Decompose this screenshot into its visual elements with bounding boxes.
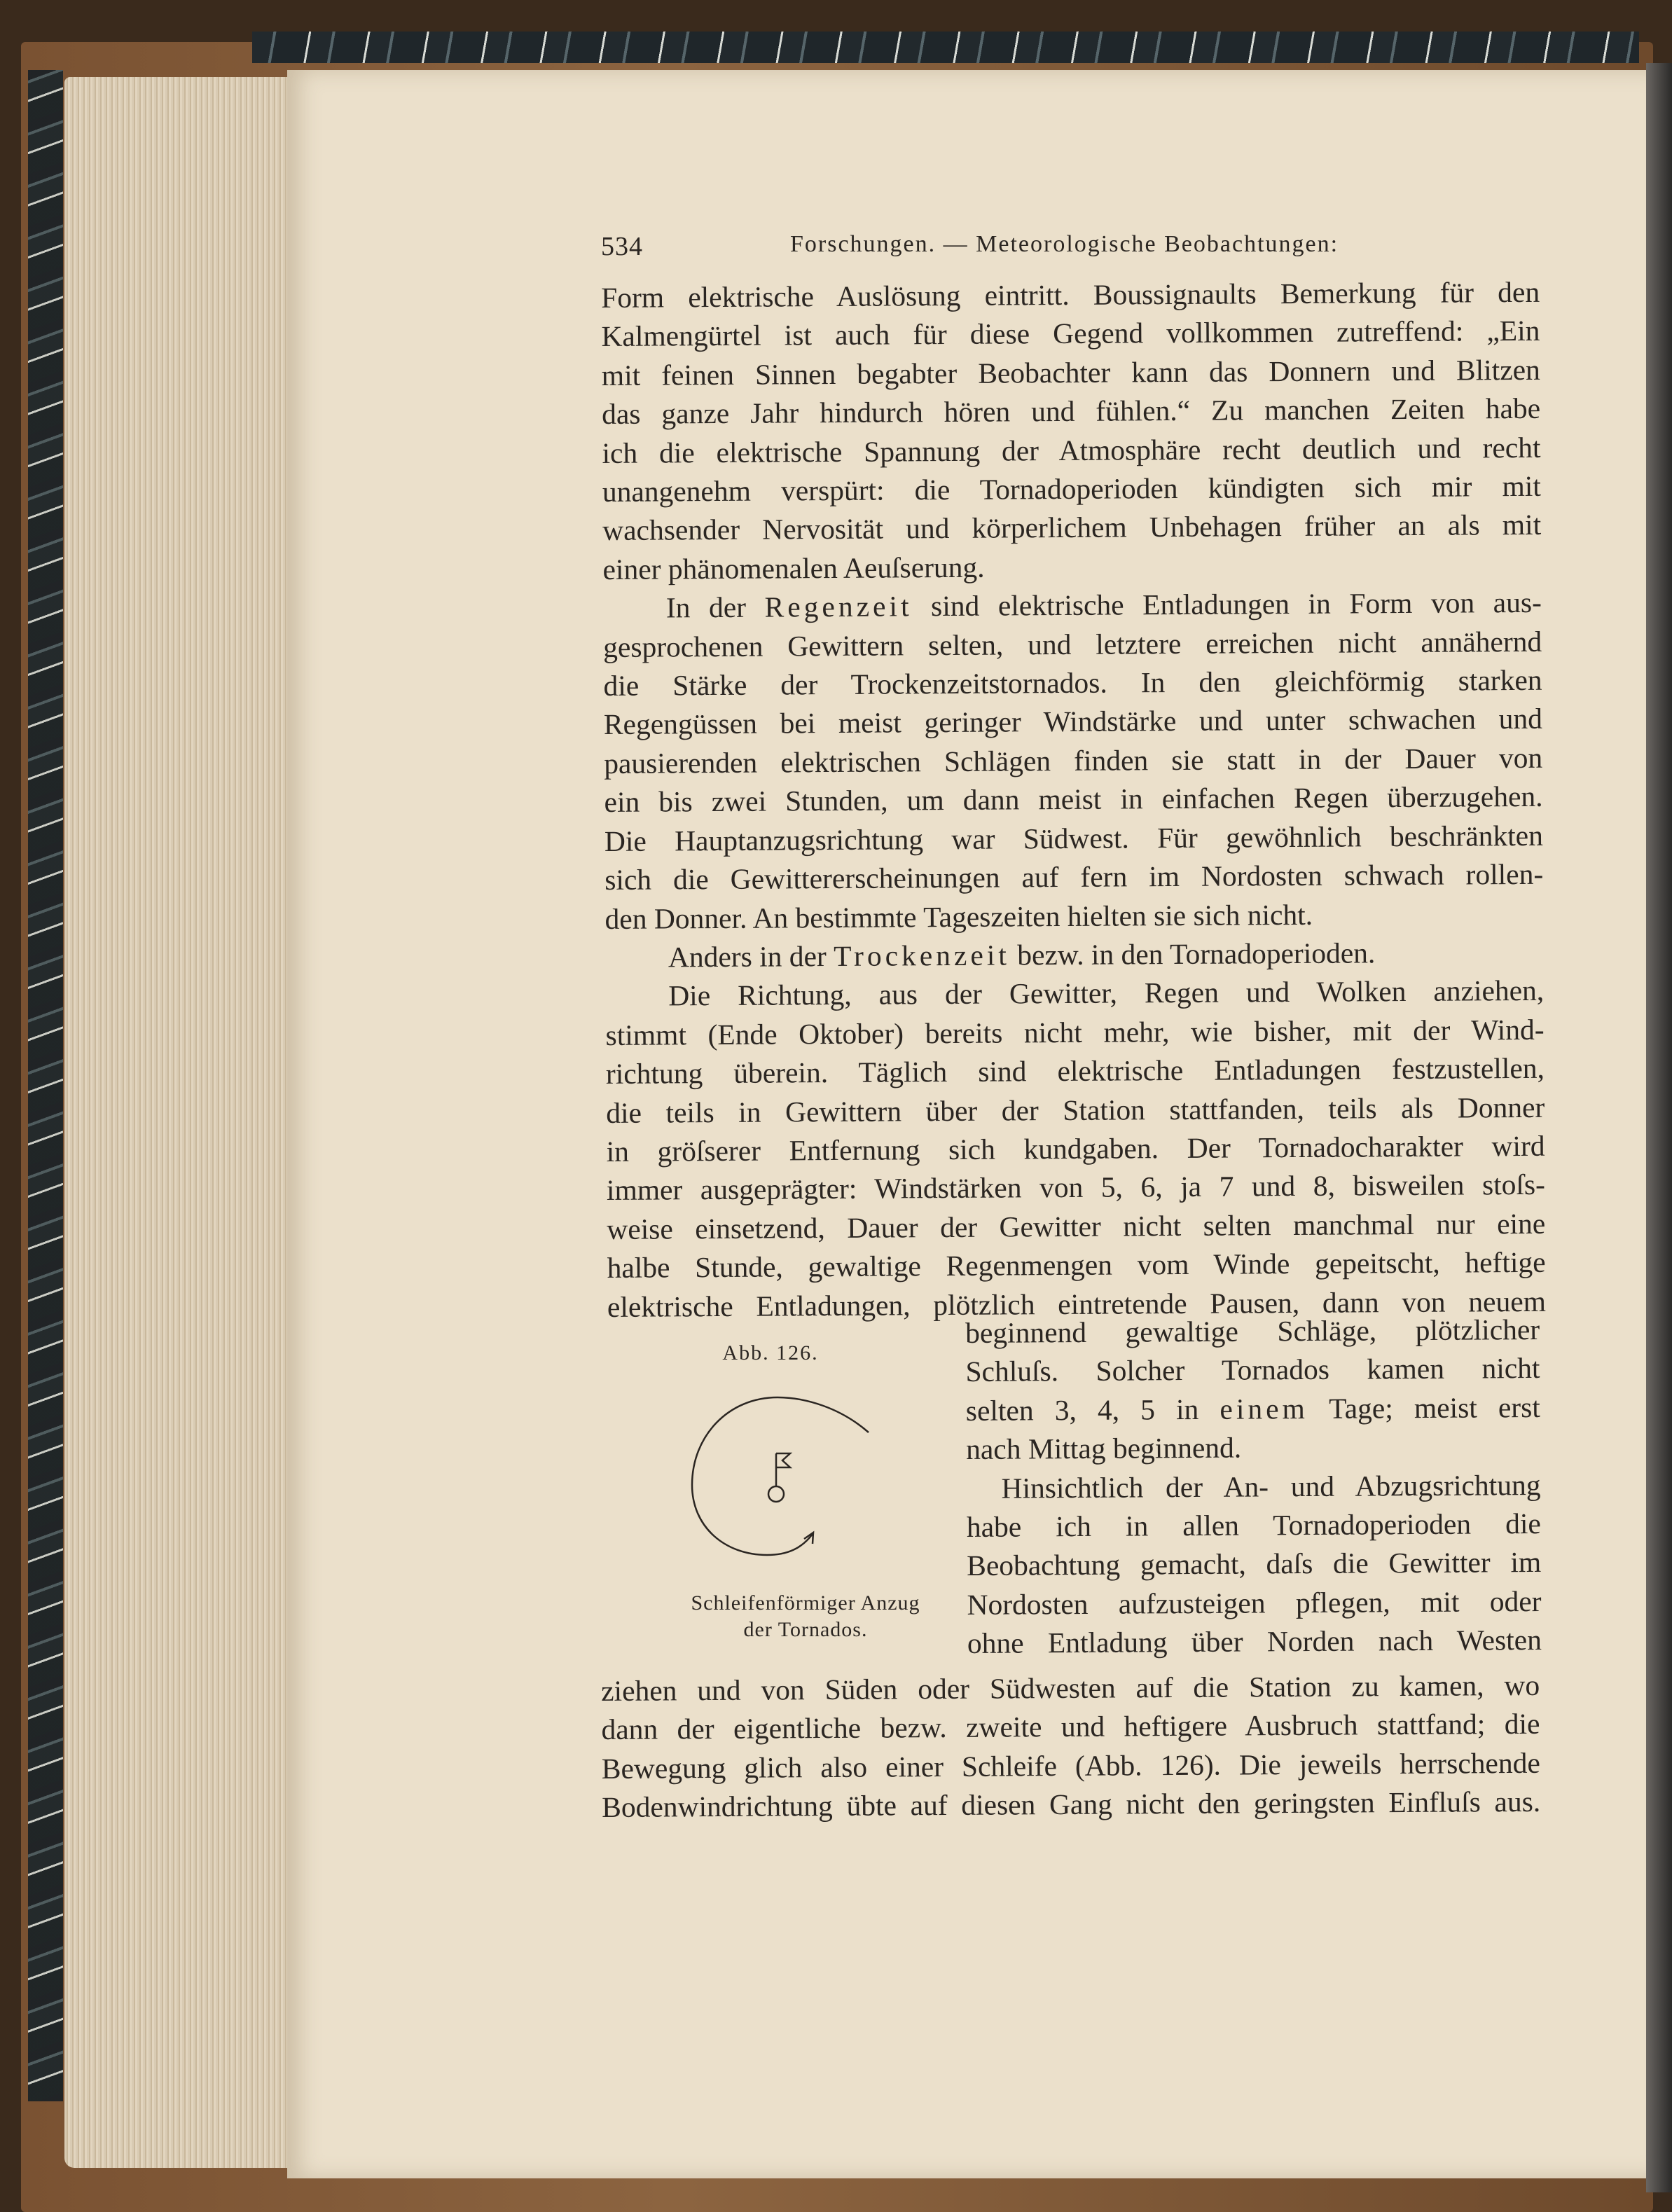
- text-line: dann der eigentliche bezw. zweite und heftigere Ausbruch stattfand; die: [601, 1708, 1540, 1746]
- text-line: richtung überein. Täglich sind elektrische Entladungen festzustellen,: [605, 1051, 1545, 1091]
- body-text-top: [601, 273, 1546, 1327]
- text-line: Kalmengürtel ist auch für diese Gegend vollkommen zutreffend: „Ein: [601, 314, 1540, 353]
- text-line: ein bis zwei Stunden, um dann meist in einfachen Regen überzugehen.: [604, 780, 1543, 819]
- page-edges: [64, 77, 296, 2168]
- page-header: [601, 231, 1526, 266]
- text-line: nach Mittag beginnend.: [966, 1431, 1242, 1466]
- text-line: elektrische Entladungen, plötzlich eintretende Pausen, dann von neuem: [607, 1285, 1547, 1323]
- text-line: ziehen und von Süden oder Südwesten auf die Station zu kamen, wo: [601, 1668, 1540, 1707]
- text-line: immer ausgeprägter: Windstärken von 5, 6, ja 7 und 8, bisweilen stoſs-: [606, 1168, 1546, 1207]
- station-marker: [768, 1486, 784, 1502]
- marbled-spine: [28, 70, 63, 2101]
- text-line: stimmt (Ende Oktober) bereits nicht mehr, wie bisher, mit der Wind-: [605, 1013, 1545, 1051]
- text-run: Anders in der: [668, 939, 834, 974]
- marbled-top-edge: [252, 32, 1639, 63]
- text-run: selten 3, 4, 5 in: [965, 1392, 1220, 1427]
- text-run: In der: [665, 590, 765, 624]
- text-line: einer phänomenalen Aeuſserung.: [602, 551, 985, 586]
- tornado-loop-diagram: [672, 1383, 883, 1587]
- text-line: [603, 583, 1542, 628]
- caption-line: der Tornados.: [743, 1618, 868, 1641]
- station-flag: [776, 1453, 790, 1467]
- text-line: die Stärke der Trockenzeitstornados. In den gleichförmig starken: [603, 663, 1542, 703]
- text-line: sich die Gewittererscheinungen auf fern im Nordosten schwach rollen-: [604, 857, 1544, 897]
- text-line: [605, 933, 1544, 978]
- text-line: wachsender Nervosität und körperlichem Unbehagen früher an als mit: [602, 509, 1542, 547]
- text-line: pausierenden elektrischen Schlägen finden sie statt in der Dauer von: [604, 741, 1543, 780]
- spaced-term: Regenzeit: [764, 590, 913, 623]
- text-line: ich die elektrische Spannung der Atmosphäre recht deutlich und recht: [602, 431, 1541, 469]
- text-line: mit feinen Sinnen begabter Beobachter kann das Donnern und Blitzen: [601, 353, 1540, 392]
- caption-line: Schleifenförmiger Anzug: [691, 1591, 920, 1615]
- spaced-term: Trockenzeit: [834, 939, 1011, 972]
- running-title: Forschungen. — Meteorologische Beobachtungen:: [790, 231, 1339, 257]
- page-number: 534: [601, 232, 643, 261]
- text-line: unangenehm verspürt: die Tornadoperioden kündigten sich mir mit: [602, 469, 1541, 509]
- text-line: Bewegung glich also einer Schleife (Abb. 126). Die jeweils herrschende: [601, 1746, 1540, 1785]
- text-line: weise einsetzend, Dauer der Gewitter nicht selten manchmal nur eine: [607, 1207, 1546, 1245]
- figure-label: Abb. 126.: [722, 1341, 819, 1364]
- text-run: bezw. in den Tornadoperioden.: [1009, 936, 1376, 972]
- body-text-bottom: [601, 1666, 1540, 1827]
- text-line: Regengüssen bei meist geringer Windstärke und unter schwachen und: [603, 703, 1543, 741]
- text-line: Die Hauptanzugsrichtung war Südwest. Für gewöhnlich beschränkten: [604, 819, 1544, 857]
- text-line: [966, 1388, 1540, 1430]
- text-line: die teils in Gewittern über der Station stattfanden, teils als Donner: [606, 1091, 1545, 1129]
- loop-path: [692, 1397, 869, 1555]
- figure-caption: [644, 1590, 967, 1643]
- text-line: den Donner. An bestimmte Tageszeiten hielten sie sich nicht.: [604, 898, 1313, 935]
- spaced-term: einem: [1220, 1392, 1308, 1425]
- text-line: Beobachtung gemacht, daſs die Gewitter im: [967, 1546, 1542, 1582]
- text-line: Nordosten aufzusteigen pflegen, mit oder: [967, 1584, 1542, 1621]
- text-line: halbe Stunde, gewaltige Regenmengen vom Winde gepeitscht, heftige: [607, 1245, 1546, 1285]
- body-text-beside-figure: [965, 1311, 1542, 1664]
- text-run: Tage; meist erst: [1308, 1390, 1540, 1425]
- text-line: Hinsichtlich der An- und Abzugsrichtung: [1001, 1468, 1541, 1505]
- text-line: habe ich in allen Tornadoperioden die: [966, 1507, 1541, 1544]
- text-run: sind elektrische Entladungen in Form von aus-: [912, 586, 1542, 623]
- text-line: beginnend gewaltige Schläge, plötzlicher: [965, 1313, 1540, 1349]
- text-line: Schluſs. Solcher Tornados kamen nicht: [965, 1352, 1540, 1388]
- figure-abb-126: [644, 1341, 974, 1664]
- text-line: gesprochenen Gewittern selten, und letztere erreichen nicht annähernd: [603, 625, 1542, 663]
- text-line: Form elektrische Auslösung eintritt. Boussignaults Bemerkung für den: [601, 275, 1540, 314]
- text-line: ohne Entladung über Norden nach Westen: [967, 1624, 1542, 1660]
- text-line: das ganze Jahr hindurch hören und fühlen.“ Zu manchen Zeiten habe: [602, 392, 1541, 431]
- right-board-edge: [1646, 63, 1672, 2192]
- text-line: Bodenwindrichtung übte auf diesen Gang nicht den geringsten Einfluſs aus.: [602, 1785, 1541, 1824]
- text-line: in gröſserer Entfernung sich kundgaben. Der Tornadocharakter wird: [606, 1129, 1545, 1168]
- text-line: Die Richtung, aus der Gewitter, Regen und Wolken anziehen,: [668, 974, 1545, 1012]
